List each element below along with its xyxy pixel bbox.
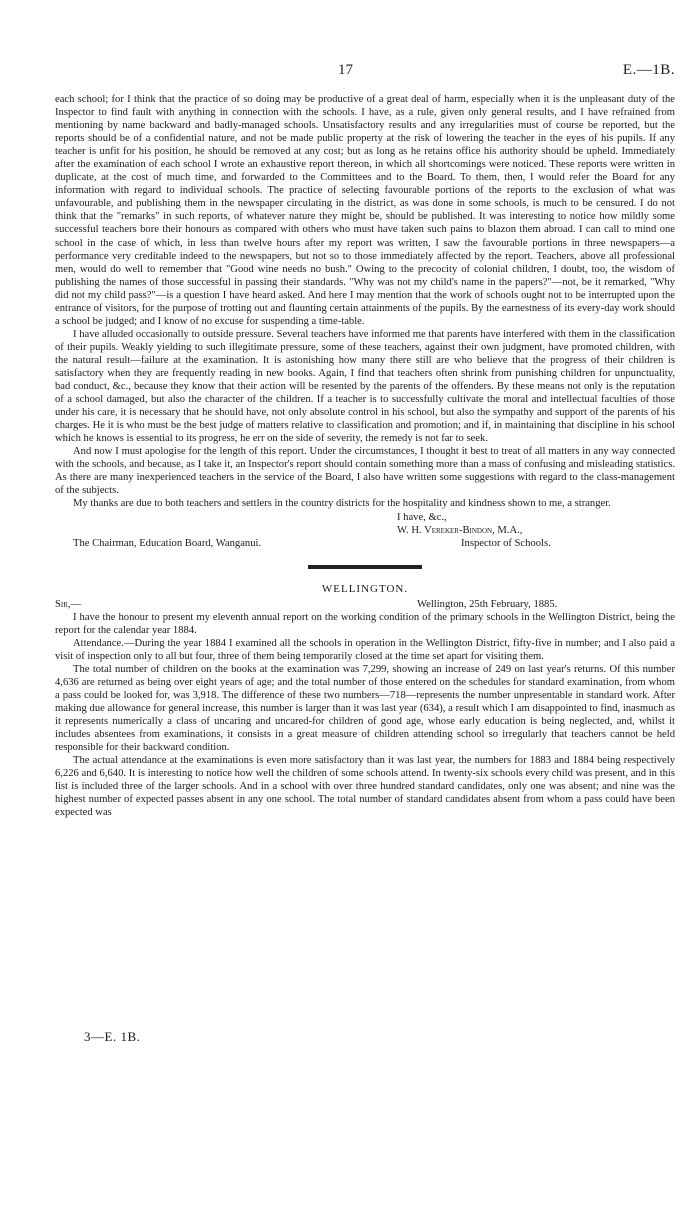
inspector-title: Inspector of Schools. [461,537,551,549]
paragraph: The actual attendance at the examinations is even more satisfactory than it was last year, the numbers for 1883 and 1884 being respectively 6,226 and 6,640. It is interesting to notice how well the children of some schools attend. In twenty-six schools every child was present, and in this list is included three of the larger schools. And in a school with over three hundred standard candidates, only one was absent; and nine was the highest number of expected passes absent in any one school. The total number of standard candidates absent from whom a pass could have been expected was [55,755,675,819]
signoff-line-1 [55,511,675,524]
paragraph: I have alluded occasionally to outside pressure. Several teachers have informed me that parents have interfered with them in the classification of their pupils. Weakly yielding to such illegitimate pressure, some of these teachers, against their own judgment, have promoted children, with the natural result—failure at the examination. It is astonishing how many there still are who believe that the progress of their children is satisfactory when they are frequently reading in new books. Again, I find that teachers often shrink from punishing children for unpunctuality, bad conduct, &c., because they know that their action will be resented by the parents of the offenders. By these means not only is the reputation of a school damaged, but also the character of the children. If a teacher is to successfully cultivate the moral and intellectual faculties of those under his care, it is necessary that he should have, not only absolute control in his school, but also the sympathy and support of the parents of his charges. He it is who must be the best judge of matters relative to classification and promotion; and if, in maintaining that discipline in his school which he knows is essential to its progress, he err on the side of severity, the remedy is not far to seek. [55,328,675,445]
paragraph: My thanks are due to both teachers and settlers in the country districts for the hospitality and kindness shown to me, a stranger. [73,498,611,510]
section-divider [308,565,422,569]
salutation: Sir,— [55,598,82,610]
addressee: The Chairman, Education Board, Wanganui. [73,537,262,549]
page-header [55,62,675,82]
document-reference: E.—1B. [622,62,675,78]
document-body [55,93,675,819]
paragraph: I have the honour to present my eleventh annual report on the working condition of the primary schools in the Wellington District, being the report for the calendar year 1884. [55,611,675,636]
closing: I have, &c., [397,511,447,523]
paragraph: The total number of children on the books at the examination was 7,299, showing an increase of 249 on last year's returns. Of this number 4,636 are returned as being over eight years of age; and the total number of those entered on the schedules for standard examination, from whom a pass could be looked for, was 3,918. The difference of these two numbers—718—represents the number unpresentable in standard work. After making due allowance for general increase, this number is larger than it was last year (634), a result which I am disappointed to find, inasmuch as it represents numerically a class of uncaring and uncared-for children of good age, whose early education is being neglected, and, whilst it includes absentees from examinations, it consists in a great measure of children attending school so irregularly that teachers cannot be held responsible for their backward condition. [55,663,675,754]
signoff-line-3 [55,537,675,550]
page-number: 17 [338,62,353,78]
section-heading: WELLINGTON. [321,582,409,595]
paragraph: And now I must apologise for the length of this report. Under the circumstances, I thought it best to treat of all matters in any way connected with the schools, and because, as I take it, an Inspector's report should contain something more than a mass of confusing and misleading statistics. As there are many inexperienced teachers in the service of the Board, I also have written some suggestions with regard to the class-management of the subjects. [55,446,675,497]
salutation-line [55,598,675,611]
paragraph: Attendance.—During the year 1884 I examined all the schools in operation in the Wellington District, fifty-five in number; and I also paid a visit of inspection only to all but four, three of them being temporarily closed at the time set apart for visiting them. [55,637,675,662]
signature-mark: 3—E. 1B. [84,1029,141,1044]
dateline: Wellington, 25th February, 1885. [417,598,558,610]
signoff-line-2 [55,524,675,537]
signature: W. H. Vereker-Bindon, M.A., [397,524,523,536]
paragraph: each school; for I think that the practice of so doing may be productive of a great deal of harm, especially when it is the unpleasant duty of the Inspector to find fault with anything in connection with the schools. I have, as a rule, given only general results, and I have refrained from mentioning by name backward and badly-managed schools. Unsatisfactory results and any irregularities must of course be reported, but the reports should be of a confidential nature, and not be made public property at the risk of lowering the teacher in the eyes of his pupils. If any teacher is unfit for his position, he should be removed at any cost; but as long as he retains office his authority should be upheld. Immediately after the examination of each school I wrote an exhaustive report thereon, in which all shortcomings were noticed. These reports were written in duplicate, at the cost of much time, and forwarded to the Committees and to the Board. To them, then, I would refer the Board for any information with regard to individual schools. The practice of selecting favourable portions of the reports to the exclusion of what was unfavourable, and publishing them in the newspaper circulating in the district, as was done in some schools, is much to be censured. I do not think that the "remarks" in such reports, of whatever nature they might be, should be published. It was interesting to notice how mildly some successful teachers bore their honours as compared with others who must have taken such pains to blazon them abroad. I can call to mind one school in the case of which, in less than twelve hours after my report was written, I saw the favourable portions in three newspapers—a performance very creditable indeed to the newspapers, but not so to those immediately affected by the report. Teachers, above all professional men, would do well to remember that "Good wine needs no bush." Owing to the precocity of colonial children, I doubt, too, the wisdom of publishing the names of those successful in passing their standards. "Why was not my child's name in the papers?"—not, be it remarked, "Why did not my child pass?"—is a question I have heard asked. And here I may mention that the work of schools ought not to be interrupted upon the entrance of visitors, for the purpose of trotting out and flaunting certain attainments of the pupils. By the earnestness of its every-day work should a school be judged; and I know of no excuse for suspending a time-table. [55,94,675,327]
